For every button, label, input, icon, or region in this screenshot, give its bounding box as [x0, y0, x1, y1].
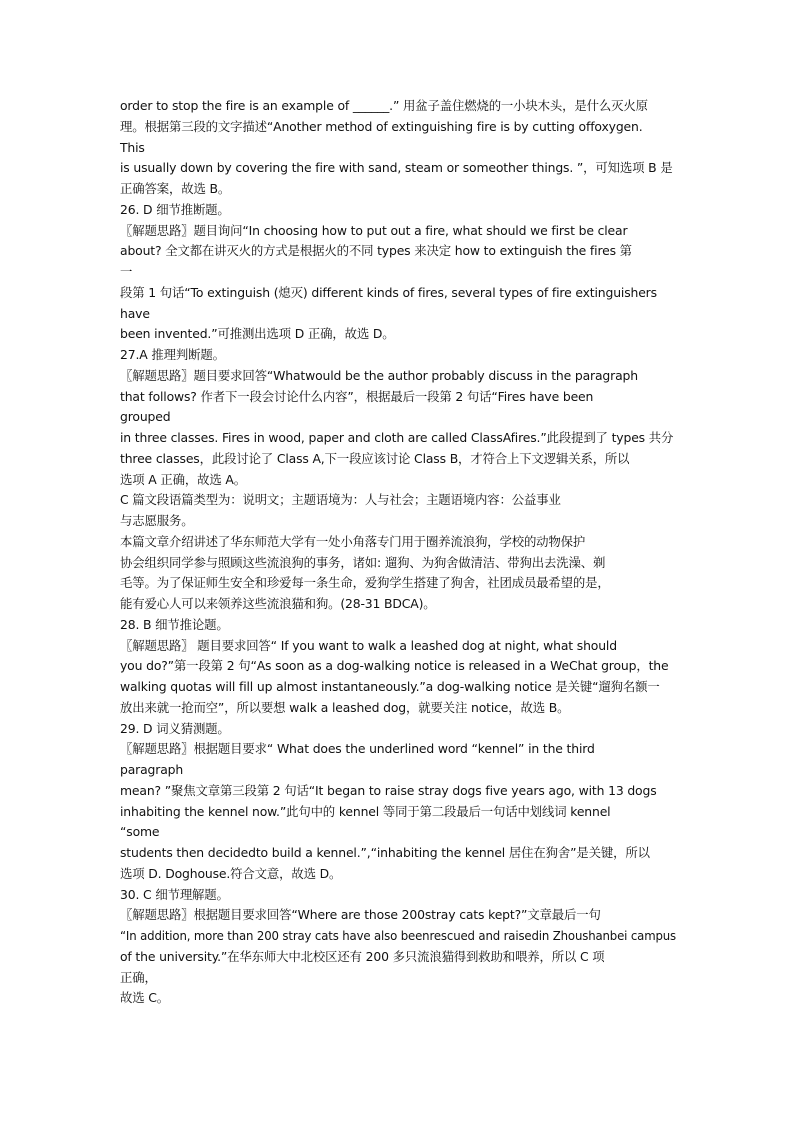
text-line: 放出来就一抢而空”，所以要想 walk a leashed dog，就要关注 notice，故选 B。	[120, 699, 570, 715]
text-line: 29. D 词义猜测题。	[120, 720, 230, 736]
text-line: that follows? 作者下一段会讨论什么内容”，根据最后一段第 2 句话“Fires have been	[120, 388, 594, 404]
text-line: 正确，	[120, 969, 157, 985]
text-line: you do?”第一段第 2 句“As soon as a dog-walking notice is released in a WeChat group，the	[120, 658, 669, 674]
text-line: 能有爱心人可以来领养这些流浪猫和狗。(28-31 BDCA)。	[120, 596, 436, 611]
text-line: 故选 C。	[120, 990, 170, 1006]
text-line: 本篇文章介绍讲述了华东师范大学有一处小角落专门用于圈养流浪狗，学校的动物保护	[120, 533, 586, 549]
text-line: mean? ”聚焦文章第三段第 2 句话“It began to raise stray dogs five years ago, with 13 dogs	[120, 782, 657, 798]
text-line: “In addition, more than 200 stray cats have also beenrescued and raisedin Zhoushanbei campus	[120, 928, 677, 943]
text-line: 协会组织同学参与照顾这些流浪狗的事务，诸如: 遛狗、为狗舍做清洁、带狗出去洗澡、剃	[120, 554, 606, 570]
text-line: students then decidedto build a kennel.”,“inhabiting the kennel 居住在狗舍”是关键，所以	[120, 845, 650, 860]
text-line: 选项 D. Doghouse.符合文意，故选 D。	[120, 865, 342, 881]
text-line: 〖解题思路〗根据题目要求回答“Where are those 200stray cats kept?”文章最后一句	[120, 907, 601, 923]
text-line: 毛等。为了保证师生安全和珍爱每一条生命，爱狗学生搭建了狗舍，社团成员最希望的是，	[120, 575, 610, 591]
text-line: 与志愿服务。	[120, 513, 194, 528]
text-line: paragraph	[120, 762, 184, 777]
text-line: 27.A 推理判断题。	[120, 347, 225, 362]
text-line: 一	[120, 264, 133, 279]
text-line: in three classes. Fires in wood, paper and cloth are called ClassAfires.”此段提到了 types 共分	[120, 430, 674, 445]
text-line: walking quotas will fill up almost instantaneously.”a dog-walking notice 是关键“遛狗名额一	[120, 679, 660, 694]
text-line: 〖解题思路〗根据题目要求“ What does the underlined word “kennel” in the third	[120, 741, 595, 757]
text-line: 〖解题思路〗题目询问“In choosing how to put out a fire, what should we first be clear	[120, 222, 628, 238]
text-line: inhabiting the kennel now.”此句中的 kennel 等同于第二段最后一句话中划线词 kennel	[120, 803, 611, 819]
text-line: about? 全文都在讲灭火的方式是根据火的不同 types 来决定 how to extinguish the fires 第	[120, 243, 632, 259]
text-line: three classes，此段讨论了 Class A,下一段应该讨论 Class B，才符合上下文逻辑关系，所以	[120, 450, 630, 466]
text-line: 理。根据第三段的文字描述“Another method of extinguishing fire is by cutting offoxygen.	[120, 118, 643, 134]
text-line: 30. C 细节理解题。	[120, 886, 229, 902]
text-line: “some	[120, 824, 160, 840]
answer-explanation-page	[120, 96, 676, 1009]
text-line: 正确答案，故选 B。	[120, 181, 231, 196]
text-line: of the university.”在华东师大中北校区还有 200 多只流浪猫得到救助和喂养，所以 C 项	[120, 948, 605, 964]
text-line: 28. B 细节推论题。	[120, 616, 229, 632]
text-line: is usually down by covering the fire with sand, steam or someother things. ”，可知选项 B 是	[120, 160, 673, 176]
text-line: been invented.”可推测出选项 D 正确，故选 D。	[120, 326, 395, 342]
text-line: This	[120, 139, 145, 155]
text-line: grouped	[120, 409, 171, 425]
text-line: 选项 A 正确，故选 A。	[120, 471, 246, 487]
text-line: 26. D 细节推断题。	[120, 201, 230, 217]
text-line: 段第 1 句话“To extinguish (熄灭) different kinds of fires, several types of fire extinguishers	[120, 284, 657, 300]
text-line: 〖解题思路〗题目要求回答“Whatwould be the author probably discuss in the paragraph	[120, 367, 638, 383]
text-line: order to stop the fire is an example of ______.” 用盆子盖住燃烧的一小块木头，是什么灭火原	[120, 98, 648, 113]
text-line: 〖解题思路〗 题目要求回答“ If you want to walk a leashed dog at night, what should	[120, 637, 617, 653]
text-line: have	[120, 305, 150, 321]
text-line: C 篇文段语篇类型为：说明文；主题语境为：人与社会；主题语境内容：公益事业	[120, 492, 561, 508]
